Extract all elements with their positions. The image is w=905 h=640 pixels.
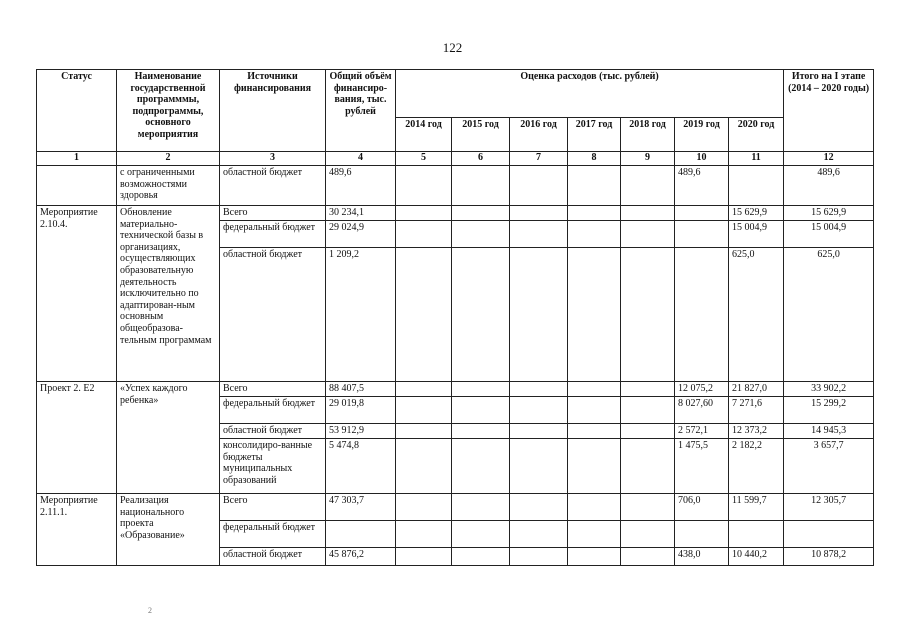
year-2020-cell: 10 440,2 [729, 548, 784, 566]
year-2020-cell: 15 004,9 [729, 221, 784, 248]
column-number: 3 [220, 152, 326, 166]
column-number: 8 [568, 152, 621, 166]
header-row [37, 70, 874, 118]
header-year: 2014 год [396, 118, 452, 152]
column-number: 5 [396, 152, 452, 166]
column-number: 6 [452, 152, 510, 166]
stage-total-cell: 625,0 [784, 248, 874, 382]
year-2020-cell: 625,0 [729, 248, 784, 382]
name-cell: с ограниченными возможностями здоровья [117, 166, 220, 206]
header-year: 2017 год [568, 118, 621, 152]
column-number: 2 [117, 152, 220, 166]
column-number: 7 [510, 152, 568, 166]
header-status: Статус [37, 70, 117, 152]
total-cell: 45 876,2 [326, 548, 396, 566]
year-2020-cell: 11 599,7 [729, 494, 784, 521]
year-2020-cell: 7 271,6 [729, 397, 784, 424]
year-2019-cell [675, 206, 729, 221]
year-2019-cell: 12 075,2 [675, 382, 729, 397]
name-cell: «Успех каждого ребенка» [117, 382, 220, 494]
column-number: 1 [37, 152, 117, 166]
source-cell: консолидиро-ванные бюджеты муниципальных образований [220, 439, 326, 494]
source-cell: Всего [220, 382, 326, 397]
column-number: 9 [621, 152, 675, 166]
status-cell: Проект 2. Е2 [37, 382, 117, 494]
status-cell [37, 166, 117, 206]
header-year: 2019 год [675, 118, 729, 152]
year-2020-cell [729, 166, 784, 206]
total-cell: 29 019,8 [326, 397, 396, 424]
header-year: 2018 год [621, 118, 675, 152]
source-cell: федеральный бюджет [220, 221, 326, 248]
header-year: 2016 год [510, 118, 568, 152]
header-stage-total: Итого на I этапе (2014 – 2020 годы) [784, 70, 874, 152]
table-row [37, 166, 874, 206]
stage-total-cell [784, 521, 874, 548]
year-2020-cell: 2 182,2 [729, 439, 784, 494]
header-sources: Источники финансирования [220, 70, 326, 152]
header-name: Наименование государственной программмы, подпрограммы, основного мероприятия [117, 70, 220, 152]
stage-total-cell: 489,6 [784, 166, 874, 206]
total-cell: 47 303,7 [326, 494, 396, 521]
stage-total-cell: 14 945,3 [784, 424, 874, 439]
header-year: 2015 год [452, 118, 510, 152]
column-number: 11 [729, 152, 784, 166]
year-2020-cell: 15 629,9 [729, 206, 784, 221]
stage-total-cell: 15 299,2 [784, 397, 874, 424]
column-number: 12 [784, 152, 874, 166]
source-cell: областной бюджет [220, 424, 326, 439]
stage-total-cell: 10 878,2 [784, 548, 874, 566]
total-cell: 88 407,5 [326, 382, 396, 397]
header-total: Общий объём финансиро-вания, тыс. рублей [326, 70, 396, 152]
year-2019-cell: 2 572,1 [675, 424, 729, 439]
source-cell: областной бюджет [220, 166, 326, 206]
column-number: 10 [675, 152, 729, 166]
year-2019-cell [675, 221, 729, 248]
total-cell: 489,6 [326, 166, 396, 206]
total-cell: 30 234,1 [326, 206, 396, 221]
stage-total-cell: 12 305,7 [784, 494, 874, 521]
status-cell: Мероприятие 2.11.1. [37, 494, 117, 566]
year-2019-cell [675, 521, 729, 548]
year-2019-cell: 1 475,5 [675, 439, 729, 494]
column-number: 4 [326, 152, 396, 166]
year-2019-cell: 8 027,60 [675, 397, 729, 424]
header-estimate: Оценка расходов (тыс. рублей) [396, 70, 784, 118]
total-cell: 53 912,9 [326, 424, 396, 439]
source-cell: Всего [220, 494, 326, 521]
year-2019-cell: 489,6 [675, 166, 729, 206]
total-cell: 5 474,8 [326, 439, 396, 494]
budget-table [36, 69, 874, 566]
year-2020-cell: 12 373,2 [729, 424, 784, 439]
source-cell: областной бюджет [220, 548, 326, 566]
year-2020-cell [729, 521, 784, 548]
name-cell: Реализация национального проекта «Образование» [117, 494, 220, 566]
page-number: 122 [442, 40, 463, 55]
source-cell: Всего [220, 206, 326, 221]
year-2020-cell: 21 827,0 [729, 382, 784, 397]
name-cell: Обновление материально-технической базы в организациях, осуществляющих образовательную деятельность исключительно по адаптирован-ным основным общеобразова-тельным программам [117, 206, 220, 382]
stage-total-cell: 15 629,9 [784, 206, 874, 221]
table-row [37, 382, 874, 397]
header-year: 2020 год [729, 118, 784, 152]
year-2019-cell: 438,0 [675, 548, 729, 566]
table-row [37, 494, 874, 521]
stage-total-cell: 3 657,7 [784, 439, 874, 494]
table-row [37, 206, 874, 221]
year-2019-cell: 706,0 [675, 494, 729, 521]
page-mark: 2 [148, 606, 152, 615]
column-number-row [37, 152, 874, 166]
stage-total-cell: 15 004,9 [784, 221, 874, 248]
stage-total-cell: 33 902,2 [784, 382, 874, 397]
total-cell [326, 521, 396, 548]
source-cell: областной бюджет [220, 248, 326, 382]
source-cell: федеральный бюджет [220, 397, 326, 424]
status-cell: Мероприятие 2.10.4. [37, 206, 117, 382]
source-cell: федеральный бюджет [220, 521, 326, 548]
total-cell: 1 209,2 [326, 248, 396, 382]
total-cell: 29 024,9 [326, 221, 396, 248]
year-2019-cell [675, 248, 729, 382]
